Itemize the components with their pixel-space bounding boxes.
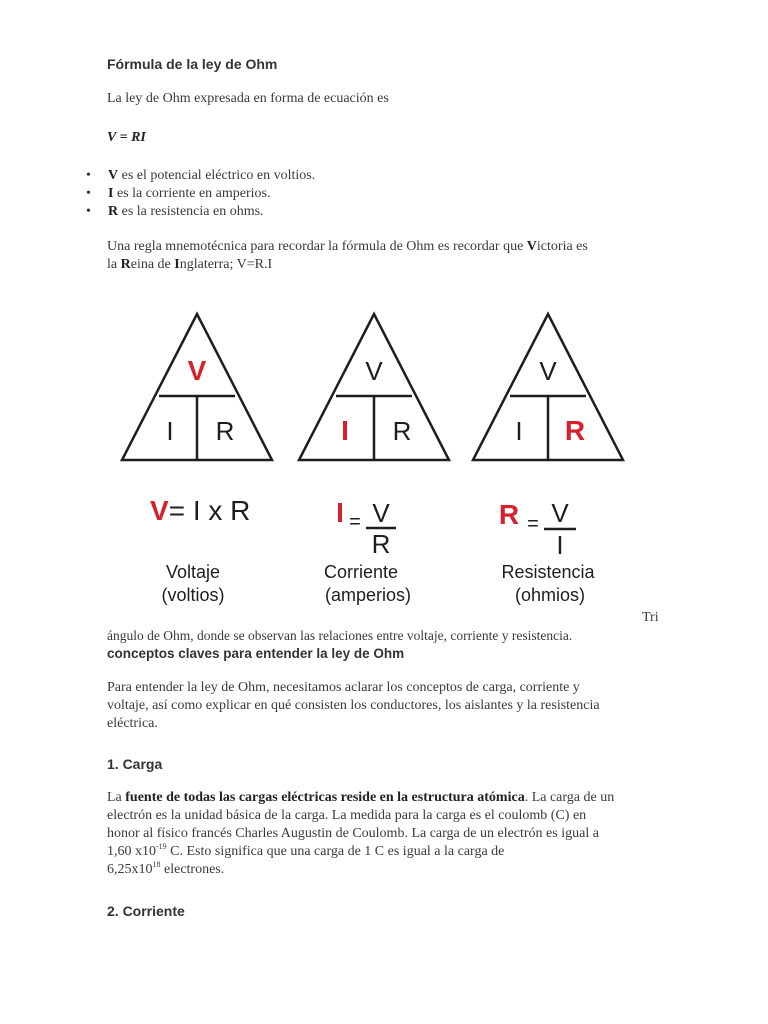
formula-lhs: V — [150, 495, 169, 526]
intro-text: La ley de Ohm expresada en forma de ecuación es — [107, 91, 389, 106]
formula-equals: = — [527, 513, 539, 535]
formula-numerator: V — [372, 498, 390, 528]
triangle-top-letter: V — [539, 356, 557, 386]
formula-denominator: I — [556, 530, 564, 560]
figure-caption: ángulo de Ohm, donde se observan las relaciones entre voltaje, corriente y resistencia. — [107, 628, 573, 643]
label-name: Corriente — [323, 562, 399, 582]
ohm-triangle-voltage — [122, 314, 272, 460]
triangle-right-letter: R — [564, 415, 586, 446]
section-heading-carga: 1. Carga — [107, 756, 163, 772]
list-item: • V es el potencial eléctrico en voltios. — [86, 167, 315, 185]
triangle-top-letter: V — [187, 355, 207, 386]
list-item: • R es la resistencia en ohms. — [86, 203, 315, 221]
triangle-right-letter: R — [392, 416, 412, 446]
section-subheading: conceptos claves para entender la ley de Ohm — [107, 646, 405, 661]
ohm-triangle-resistance — [473, 314, 623, 460]
list-item: • I es la corriente en amperios. — [86, 185, 315, 203]
triangle-left-letter: I — [341, 415, 349, 446]
formula-denominator: R — [371, 529, 391, 559]
formula-lhs: I — [336, 497, 344, 528]
intro-paragraph: Para entender la ley de Ohm, necesitamos aclarar los conceptos de carga, corriente y voltaje, así como explicar en qué consisten los conductores, los aislantes y la resistencia eléctrica. — [107, 680, 600, 731]
mnemonic-paragraph: Una regla mnemotécnica para recordar la fórmula de Ohm es recordar que Victoria es la Reina de Inglaterra; V=R.I — [107, 239, 588, 272]
section-heading-corriente: 2. Corriente — [107, 903, 185, 919]
formula-rhs: = I x R — [168, 495, 251, 526]
label-name: Voltaje — [165, 562, 221, 582]
figure-caption-start: Tri — [642, 610, 659, 625]
triangle-right-letter: R — [215, 416, 235, 446]
label-name: Resistencia — [501, 562, 595, 582]
page-heading: Fórmula de la ley de Ohm — [107, 56, 278, 72]
formula-numerator: V — [551, 498, 569, 528]
formula-voltage — [150, 495, 250, 526]
formula-equals: = — [349, 511, 361, 533]
carga-paragraph: La fuente de todas las cargas eléctricas reside en la estructura atómica. La carga de un electrón es la unidad básica de la carga. La medida para la carga es el coulomb (C) en honor al físico francés Charles Augustin de Coulomb. La carga de un electrón es igual a 1,60 $x10^{-19}$ C. Esto significa que una carga de 1 C es igual a la carga de $6,25x10^{18}$ electrones. — [107, 790, 615, 877]
symbol-list — [86, 167, 315, 221]
triangle-top-letter: V — [365, 356, 383, 386]
ohm-triangle-figure — [0, 300, 768, 615]
svg-text:V= I x R — [150, 495, 250, 526]
formula-lhs: R — [498, 499, 520, 530]
formula-current — [336, 497, 396, 559]
triangle-left-letter: I — [166, 416, 174, 446]
equation: V = RI — [107, 130, 146, 145]
label-unit: (voltios) — [161, 585, 225, 605]
formula-resistance — [499, 498, 576, 560]
label-unit: (amperios) — [324, 585, 412, 605]
label-unit: (ohmios) — [514, 585, 586, 605]
ohm-triangle-current — [299, 314, 449, 460]
triangle-left-letter: I — [515, 416, 523, 446]
